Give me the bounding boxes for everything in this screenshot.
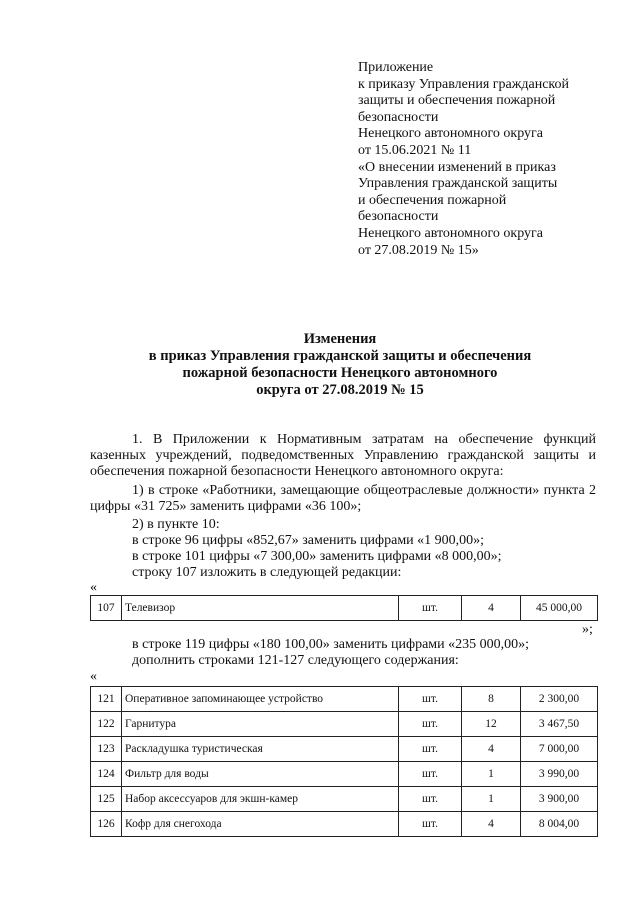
row-unit: шт. — [399, 712, 462, 737]
row-price: 3 900,00 — [521, 787, 598, 812]
appendix-line: от 27.08.2019 № 15» — [358, 242, 479, 258]
title-line: Изменения — [303, 331, 377, 347]
row-quantity: 1 — [462, 787, 521, 812]
appendix-block — [358, 60, 620, 259]
title-line: округа от 27.08.2019 № 15 — [256, 382, 424, 398]
appendix-line: «О внесении изменений в приказ — [358, 159, 556, 175]
row-number: 107 — [91, 596, 122, 621]
appendix-line: Ненецкого автономного округа — [358, 126, 543, 142]
table-row-107 — [90, 595, 598, 621]
row-number: 123 — [91, 737, 122, 762]
table-row — [91, 687, 598, 712]
title-line: пожарной безопасности Ненецкого автономного — [182, 365, 498, 381]
paragraph-1-1 — [90, 483, 596, 515]
row-quantity: 4 — [462, 737, 521, 762]
paragraph-2-line-1: в строке 96 цифры «852,67» заменить цифрами «1 900,00»; — [132, 533, 485, 548]
row-price: 3 990,00 — [521, 762, 598, 787]
row-number: 125 — [91, 787, 122, 812]
paragraph-2-line-2: в строке 101 цифры «7 300,00» заменить цифрами «8 000,00»; — [132, 549, 502, 564]
row-price: 8 004,00 — [521, 812, 598, 837]
document-title — [40, 331, 640, 399]
paragraph-3-line-1: в строке 119 цифры «180 100,00» заменить цифрами «235 000,00»; — [132, 637, 530, 652]
row-number: 124 — [91, 762, 122, 787]
row-quantity: 8 — [462, 687, 521, 712]
appendix-line: и обеспечения пожарной — [358, 192, 507, 208]
appendix-line: защиты и обеспечения пожарной — [358, 93, 556, 109]
row-name: Раскладушка туристическая — [122, 737, 399, 762]
row-price: 45 000,00 — [521, 596, 598, 621]
row-unit: шт. — [399, 787, 462, 812]
row-unit: шт. — [399, 812, 462, 837]
row-price: 3 467,50 — [521, 712, 598, 737]
row-name: Фильтр для воды — [122, 762, 399, 787]
appendix-line: Приложение — [358, 60, 434, 75]
row-name: Набор аксессуаров для экшн-камер — [122, 787, 399, 812]
row-name: Оперативное запоминающее устройство — [122, 687, 399, 712]
paragraph-1-1-text: 1) в строке «Работники, замещающие общеотраслевые должности» пункта 2 цифры «31 725» заменить цифрами «36 100»; — [90, 483, 596, 514]
appendix-line: Управления гражданской защиты — [358, 176, 558, 192]
paragraph-1-text: 1. В Приложении к Нормативным затратам на обеспечение функций казенных учреждений, подведомственных Управлению гражданской защиты и обеспечения пожарной безопасности Ненецкого автономного округа: — [90, 432, 596, 479]
row-number: 122 — [91, 712, 122, 737]
table-new-rows — [90, 686, 598, 837]
row-unit: шт. — [399, 762, 462, 787]
paragraph-3-line-2: дополнить строками 121-127 следующего содержания: — [132, 653, 459, 668]
row-unit: шт. — [399, 737, 462, 762]
paragraph-2-line-3: строку 107 изложить в следующей редакции: — [132, 565, 402, 580]
row-name: Гарнитура — [122, 712, 399, 737]
appendix-line: безопасности — [358, 109, 439, 125]
table-row — [91, 762, 598, 787]
row-name: Кофр для снегохода — [122, 812, 399, 837]
row-quantity: 4 — [462, 812, 521, 837]
row-number: 126 — [91, 812, 122, 837]
table-row — [91, 812, 598, 837]
row-number: 121 — [91, 687, 122, 712]
appendix-line: Ненецкого автономного округа — [358, 225, 543, 241]
appendix-line: от 15.06.2021 № 11 — [358, 142, 472, 158]
appendix-line: к приказу Управления гражданской — [358, 76, 570, 92]
row-quantity: 4 — [462, 596, 521, 621]
paragraph-1 — [90, 432, 596, 480]
quote-open-mark: « — [90, 580, 97, 595]
table-row — [91, 712, 598, 737]
row-unit: шт. — [399, 687, 462, 712]
row-name: Телевизор — [122, 596, 399, 621]
row-price: 2 300,00 — [521, 687, 598, 712]
paragraph-2-heading: 2) в пункте 10: — [132, 517, 220, 532]
title-line: в приказ Управления гражданской защиты и обеспечения — [148, 348, 532, 364]
appendix-line: безопасности — [358, 209, 439, 225]
table-row — [91, 737, 598, 762]
row-price: 7 000,00 — [521, 737, 598, 762]
table-row — [91, 596, 598, 621]
table-row — [91, 787, 598, 812]
row-quantity: 1 — [462, 762, 521, 787]
row-quantity: 12 — [462, 712, 521, 737]
row-unit: шт. — [399, 596, 462, 621]
quote-close-mark: »; — [582, 622, 593, 637]
quote-open-mark-2: « — [90, 669, 97, 684]
